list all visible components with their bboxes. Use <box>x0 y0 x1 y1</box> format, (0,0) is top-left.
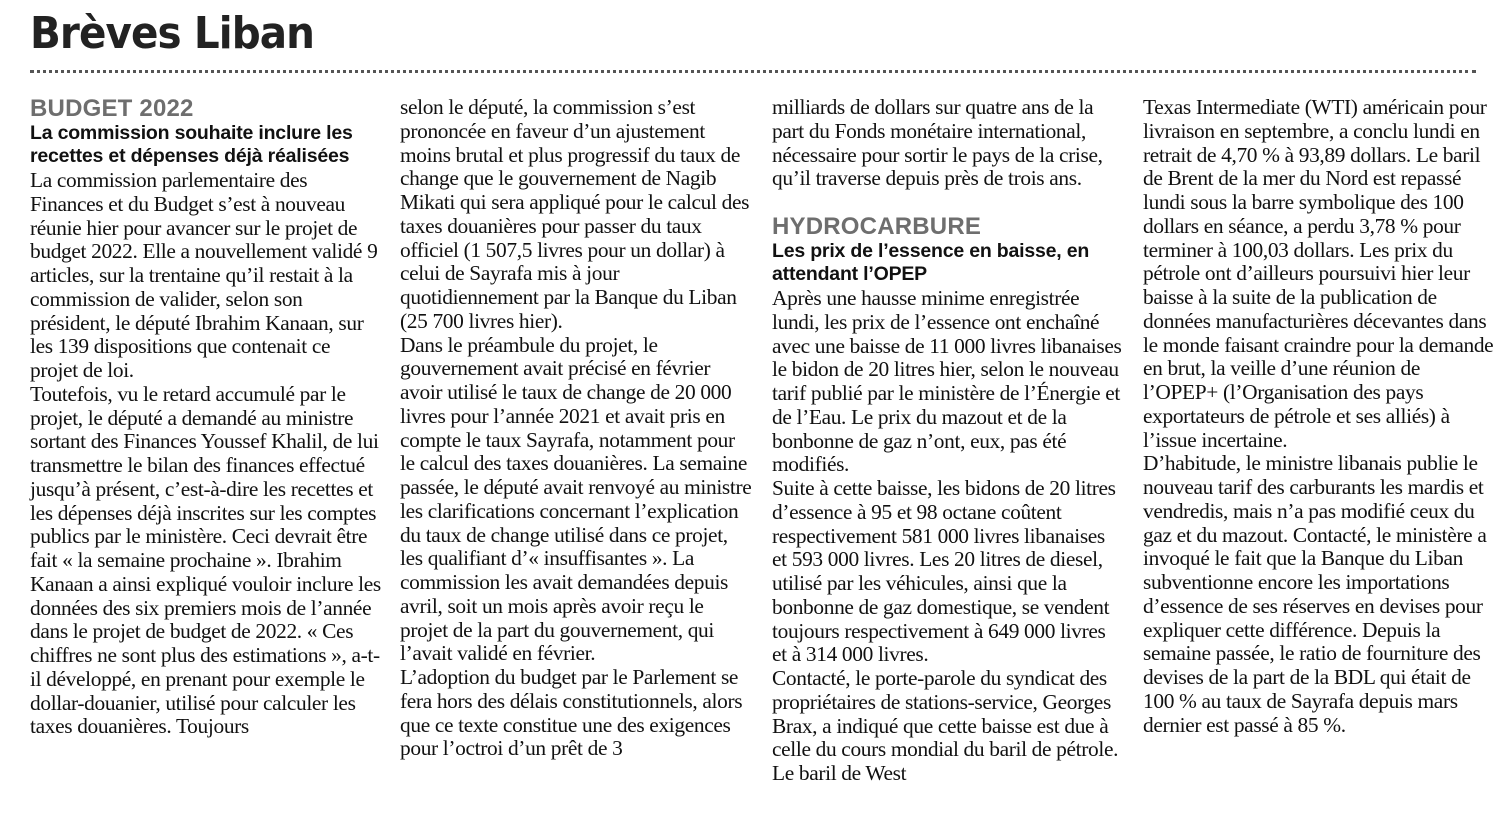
paragraph: Texas Intermediate (WTI) américain pour livraison en septembre, a conclu lundi en retrait de 4,70 % à 93,89 dollars. Le baril de Brent de la mer du Nord est repassé lundi sous la barre symbolique des 100 dollars en séance, a perdu 3,78 % pour terminer à 100,03 dollars. Les prix du pétrole ont d’ailleurs poursuivi hier leur baisse à la suite de la publication de données manufacturières décevantes dans le monde faisant craindre pour la demande en brut, la veille d’une réunion de l’OPEP+ (l’Organisation des pays exportateurs de pétrole et ses alliés) à l’issue incertaine. <box>1143 95 1494 452</box>
headline-budget: La commission souhaite inclure les recettes et dépenses déjà réalisées <box>30 122 353 167</box>
paragraph: Contacté, le porte-parole du syndicat des propriétaires de stations-service, Georges Brax, a indiqué que cette baisse est due à celle du cours mondial du baril de pétrole. Le baril de West <box>772 666 1119 785</box>
paragraph: selon le député, la commission s’est prononcée en faveur d’un ajustement moins brutal et plus progressif du taux de change que le gouvernement de Nagib Mikati qui sera appliqué pour le calcul des taxes douanières pour passer du taux officiel (1 507,5 livres pour un dollar) à celui de Sayrafa mis à jour quotidiennement par la Banque du Liban (25 700 livres hier). <box>400 95 750 333</box>
paragraph: Suite à cette baisse, les bidons de 20 litres d’essence à 95 et 98 octane coûtent respectivement 581 000 livres libanaises et 593 000 livres. Les 20 litres de diesel, utilisé par les véhicules, ainsi que la bonbonne de gaz domestique, se vendent toujours respectivement à 649 000 livres et à 314 000 livres. <box>772 476 1116 667</box>
paragraph: D’habitude, le ministre libanais publie le nouveau tarif des carburants les mardis et vendredis, mais n’a pas modifié ceux du gaz et du mazout. Contacté, le ministère a invoqué le fait que la Banque du Liban subventionne encore les importations d’essence de ses réserves en devises pour expliquer cette différence. Depuis la semaine passée, le ratio de fourniture des devises de la part de la BDL qui était de 100 % au taux de Sayrafa depuis mars dernier est passé à 85 %. <box>1143 451 1487 737</box>
headline-hydrocarbure: Les prix de l’essence en baisse, en attendant l’OPEP <box>772 240 1090 285</box>
title-divider <box>30 70 1476 73</box>
page-title: Brèves Liban <box>30 8 315 59</box>
rubric-budget: BUDGET 2022 <box>30 95 194 122</box>
article-column-2 <box>400 96 752 761</box>
paragraph: Dans le préambule du projet, le gouvernement avait précisé en février avoir utilisé le taux de change de 20 000 livres pour l’année 2021 et avait pris en compte le taux Sayrafa, notamment pour le calcul des taxes douanières. La semaine passée, le député avait renvoyé au ministre les clarifications concernant l’explication du taux de change utilisé dans ce projet, les qualifiant d’« insuffisantes ». La commission les avait demandées depuis avril, soit un mois après avoir reçu le projet de la part du gouvernement, qui l’avait validé en février. <box>400 332 752 666</box>
rubric-hydrocarbure: HYDROCARBURE <box>772 213 982 240</box>
article-column-3 <box>772 96 1124 786</box>
paragraph: milliards de dollars sur quatre ans de la part du Fonds monétaire international, nécessaire pour sortir le pays de la crise, qu’il traverse depuis près de trois ans. <box>772 95 1103 191</box>
paragraph: Toutefois, vu le retard accumulé par le projet, le député a demandé au ministre sortant des Finances Youssef Khalil, de lui transmettre le bilan des finances effectué jusqu’à présent, c’est-à-dire les recettes et les dépenses déjà inscrites sur les comptes publics par le ministère. Ceci devrait être fait « la semaine prochaine ». Ibrahim Kanaan a ainsi expliqué vouloir inclure les données des six premiers mois de l’année dans le projet de budget de 2022. « Ces chiffres ne sont plus des estimations », a-t-il développé, en prenant pour exemple le dollar-douanier, utilisé pour calculer les taxes douanières. Toujours <box>30 381 381 739</box>
article-column-1 <box>30 96 382 739</box>
paragraph: La commission parlementaire des Finances et du Budget s’est à nouveau réunie hier pour avancer sur le projet de budget 2022. Elle a nouvellement validé 9 articles, sur la trentaine qu’il restait à la commission de valider, selon son président, le député Ibrahim Kanaan, sur les 139 dispositions que contenait ce projet de loi. <box>30 168 378 382</box>
article-column-4 <box>1143 96 1494 737</box>
paragraph: L’adoption du budget par le Parlement se fera hors des délais constitutionnels, alors que ce texte constitue une des exigences pour l’octroi d’un prêt de 3 <box>400 665 743 761</box>
paragraph: Après une hausse minime enregistrée lundi, les prix de l’essence ont enchaîné avec une baisse de 11 000 livres libanaises le bidon de 20 litres hier, selon le nouveau tarif publié par le ministère de l’Énergie et de l’Eau. Le prix du mazout et de la bonbonne de gaz n’ont, eux, pas été modifiés. <box>772 286 1122 477</box>
